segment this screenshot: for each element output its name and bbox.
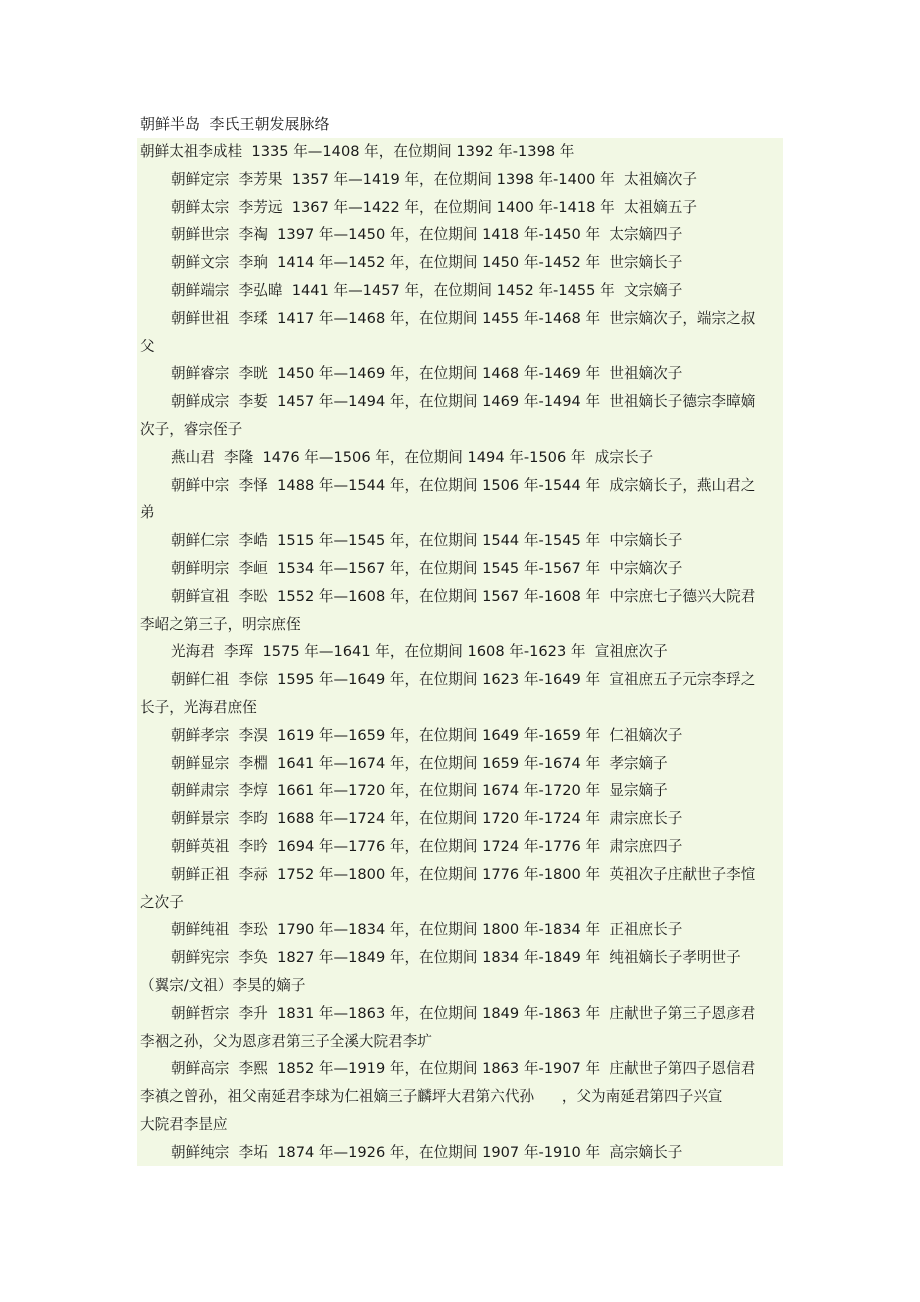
entry-line: 朝鲜太宗 李芳远 1367 年—1422 年，在位期间 1400 年-1418 年 太祖嫡五子 xyxy=(171,198,697,216)
page-title: 朝鲜半岛 李氏王朝发展脉络 xyxy=(140,115,330,133)
entry-line: 燕山君 李隆 1476 年—1506 年，在位期间 1494 年-1506 年 成宗长子 xyxy=(171,448,654,466)
king-entry xyxy=(137,916,783,944)
entry-line: 朝鲜中宗 李怿 1488 年—1544 年，在位期间 1506 年-1544 年 成宗嫡长子，燕山君之 xyxy=(171,476,756,494)
king-entry xyxy=(137,861,783,917)
king-entry xyxy=(137,166,783,194)
entry-continuation-line: 父 xyxy=(140,337,155,355)
entry-line: 朝鲜明宗 李峘 1534 年—1567 年，在位期间 1545 年-1567 年 中宗嫡次子 xyxy=(171,559,683,577)
king-entry xyxy=(137,221,783,249)
entry-line: 朝鲜世宗 李祹 1397 年—1450 年，在位期间 1418 年-1450 年 太宗嫡四子 xyxy=(171,226,683,244)
entry-continuation-line: 之次子 xyxy=(140,893,184,911)
king-entry xyxy=(137,1000,783,1056)
entry-continuation-line: 次子，睿宗侄子 xyxy=(140,420,243,438)
lineage-list xyxy=(137,138,783,1166)
entry-line: 朝鲜高宗 李熙 1852 年—1919 年，在位期间 1863 年-1907 年 庄献世子第四子恩信君 xyxy=(171,1060,756,1078)
entry-continuation-line: 大院君李昰应 xyxy=(140,1115,228,1133)
entry-line: 朝鲜世祖 李瑈 1417 年—1468 年，在位期间 1455 年-1468 年 世宗嫡次子，端宗之叔 xyxy=(171,309,756,327)
entry-line: 朝鲜纯宗 李坧 1874 年—1926 年，在位期间 1907 年-1910 年 高宗嫡长子 xyxy=(171,1143,683,1161)
entry-line: 光海君 李珲 1575 年—1641 年，在位期间 1608 年-1623 年 宣祖庶次子 xyxy=(171,643,668,661)
king-entry xyxy=(137,1139,783,1167)
entry-line: 朝鲜文宗 李珦 1414 年—1452 年，在位期间 1450 年-1452 年 世宗嫡长子 xyxy=(171,254,683,272)
entry-continuation-line: 李裀之孙，父为恩彦君第三子全溪大院君李圹 xyxy=(140,1032,432,1050)
entry-line: 朝鲜睿宗 李晄 1450 年—1469 年，在位期间 1468 年-1469 年 世祖嫡次子 xyxy=(171,365,683,383)
entry-line: 朝鲜仁宗 李峼 1515 年—1545 年，在位期间 1544 年-1545 年 中宗嫡长子 xyxy=(171,532,683,550)
king-entry xyxy=(137,944,783,1000)
king-entry xyxy=(137,249,783,277)
king-entry xyxy=(137,194,783,222)
king-entry xyxy=(137,444,783,472)
entry-line: 朝鲜景宗 李昀 1688 年—1724 年，在位期间 1720 年-1724 年 肃宗庶长子 xyxy=(171,810,683,828)
entry-continuation-line: 弟 xyxy=(140,504,155,522)
entry-line: 朝鲜宣祖 李昖 1552 年—1608 年，在位期间 1567 年-1608 年 中宗庶七子德兴大院君 xyxy=(171,587,756,605)
king-entry xyxy=(137,1055,783,1138)
entry-continuation-line: 长子，光海君庶侄 xyxy=(140,698,257,716)
king-entry xyxy=(137,833,783,861)
entry-line: 朝鲜端宗 李弘暐 1441 年—1457 年，在位期间 1452 年-1455 年 文宗嫡子 xyxy=(171,281,683,299)
founder-entry: 朝鲜太祖李成桂 1335 年—1408 年，在位期间 1392 年-1398 年 xyxy=(140,143,575,160)
entry-continuation-line: 李岹之第三子，明宗庶侄 xyxy=(140,615,301,633)
king-entry xyxy=(137,777,783,805)
king-entry xyxy=(137,750,783,778)
king-entry xyxy=(137,722,783,750)
king-entry xyxy=(137,638,783,666)
entry-line: 朝鲜显宗 李棩 1641 年—1674 年，在位期间 1659 年-1674 年 孝宗嫡子 xyxy=(171,754,668,772)
entry-line: 朝鲜纯祖 李玜 1790 年—1834 年，在位期间 1800 年-1834 年 正祖庶长子 xyxy=(171,921,683,939)
entry-line: 朝鲜肃宗 李焞 1661 年—1720 年，在位期间 1674 年-1720 年 显宗嫡子 xyxy=(171,782,668,800)
king-entries xyxy=(137,166,783,1167)
entry-line: 朝鲜孝宗 李淏 1619 年—1659 年，在位期间 1649 年-1659 年 仁祖嫡次子 xyxy=(171,726,683,744)
king-entry xyxy=(137,388,783,444)
king-entry xyxy=(137,666,783,722)
entry-continuation-line: （翼宗/文祖）李昊的嫡子 xyxy=(140,976,306,994)
king-entry xyxy=(137,472,783,528)
king-entry xyxy=(137,305,783,361)
king-entry xyxy=(137,555,783,583)
entry-line: 朝鲜仁祖 李倧 1595 年—1649 年，在位期间 1623 年-1649 年 宣祖庶五子元宗李琈之 xyxy=(171,671,756,689)
entry-line: 朝鲜定宗 李芳果 1357 年—1419 年，在位期间 1398 年-1400 年 太祖嫡次子 xyxy=(171,170,697,188)
king-entry xyxy=(137,527,783,555)
entry-line: 朝鲜正祖 李祘 1752 年—1800 年，在位期间 1776 年-1800 年 英祖次子庄献世子李愃 xyxy=(171,865,756,883)
king-entry xyxy=(137,277,783,305)
entry-continuation-line: 李禛之曾孙，祖父南延君李球为仁祖嫡三子麟坪大君第六代孙 ，父为南延君第四子兴宣 xyxy=(140,1088,723,1106)
king-entry xyxy=(137,583,783,639)
entry-line: 朝鲜哲宗 李升 1831 年—1863 年，在位期间 1849 年-1863 年 庄献世子第三子恩彦君 xyxy=(171,1004,756,1022)
entry-line: 朝鲜英祖 李昑 1694 年—1776 年，在位期间 1724 年-1776 年 肃宗庶四子 xyxy=(171,837,683,855)
entry-line: 朝鲜宪宗 李奂 1827 年—1849 年，在位期间 1834 年-1849 年 纯祖嫡长子孝明世子 xyxy=(171,949,741,967)
entry-line: 朝鲜成宗 李娎 1457 年—1494 年，在位期间 1469 年-1494 年 世祖嫡长子德宗李暲嫡 xyxy=(171,393,756,411)
king-entry xyxy=(137,360,783,388)
king-entry xyxy=(137,805,783,833)
